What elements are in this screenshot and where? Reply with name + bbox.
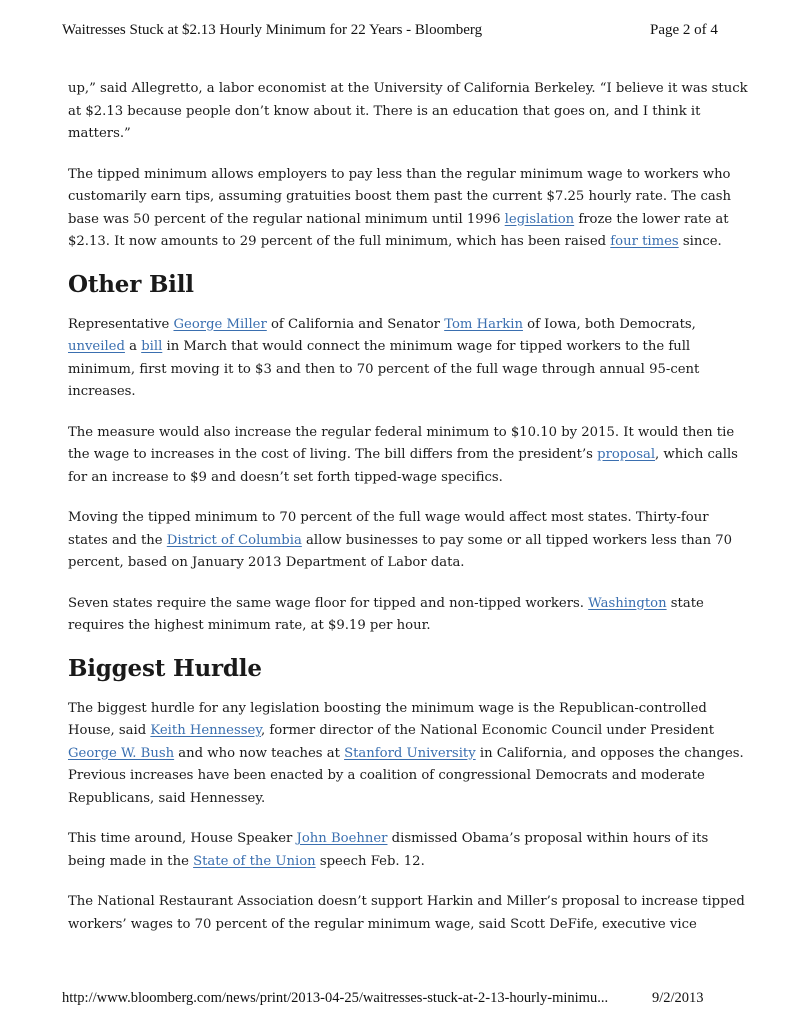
text-segment: the wage to increases in the cost of living. The bill differs from the president’s: [68, 447, 598, 462]
text-line: Previous increases have been enacted by a coalition of congressional Democrats and moderate: [68, 768, 705, 783]
text-segment: Representative: [68, 316, 174, 332]
text-segment: , former director of the National Economic Council under President: [261, 723, 715, 738]
paragraph: [68, 698, 744, 811]
text-segment: $2.13. It now amounts to 29 percent of the full minimum, which has been raised: [68, 234, 611, 249]
text-segment: since.: [678, 234, 722, 249]
page-header-title: Waitresses Stuck at $2.13 Hourly Minimum for 22 Years - Bloomberg: [62, 22, 483, 38]
text-line: [68, 593, 738, 616]
text-segment: , which calls: [655, 447, 738, 462]
text-line: workers’ wages to 70 percent of the regular minimum wage, said Scott DeFife, executive vice: [68, 916, 697, 932]
paragraph: [68, 593, 738, 638]
text-segment: Seven states require the same wage floor for tipped and non-tipped workers.: [68, 595, 589, 611]
section-heading-biggest-hurdle: Biggest Hurdle: [68, 654, 262, 682]
paragraph: [68, 314, 738, 404]
paragraph: [68, 828, 738, 873]
text-line: [68, 720, 738, 743]
text-line: [68, 743, 744, 766]
text-line: [68, 314, 738, 337]
paragraph: [68, 422, 738, 490]
link-four-times[interactable]: four times: [610, 234, 679, 249]
page-number: Page 2 of 4: [650, 22, 718, 38]
text-segment: House, said: [68, 723, 151, 738]
text-line: [68, 828, 738, 851]
article-body: [68, 78, 748, 936]
text-segment: This time around, House Speaker: [68, 831, 297, 846]
text-segment: and who now teaches at: [174, 745, 345, 761]
text-line: [68, 444, 738, 467]
text-line: percent, based on January 2013 Department of Labor data.: [68, 555, 465, 570]
text-line: The National Restaurant Association doesn’t support Harkin and Miller’s proposal to increase tipped: [68, 894, 745, 909]
text-segment: dismissed Obama’s proposal within hours of its: [387, 831, 709, 846]
text-line: matters.”: [68, 126, 131, 141]
footer-date: 9/2/2013: [652, 990, 704, 1006]
text-line: The measure would also increase the regular federal minimum to $10.10 by 2015. It would then tie: [68, 424, 735, 440]
text-segment: states and the: [68, 532, 167, 548]
text-line: Republicans, said Hennessey.: [68, 790, 266, 806]
text-line: customarily earn tips, assuming gratuities boost them past the current $7.25 hourly rate. The cash: [68, 189, 732, 204]
text-line: up,” said Allegretto, a labor economist at the University of California Berkeley. “I believe it was stuck: [68, 81, 748, 96]
link-john-boehner[interactable]: John Boehner: [296, 831, 388, 846]
text-line: at $2.13 because people don’t know about it. There is an education that goes on, and I think it: [68, 103, 701, 119]
text-line: minimum, first moving it to $3 and then to 70 percent of the full wage through annual 95-cent: [68, 361, 700, 377]
text-line: increases.: [68, 384, 136, 399]
text-segment: allow businesses to pay some or all tipped workers less than 70: [301, 532, 733, 548]
link-george-w-bush[interactable]: George W. Bush: [68, 745, 175, 761]
link-unveiled[interactable]: unveiled: [68, 339, 125, 354]
link-stanford-university[interactable]: Stanford University: [344, 745, 476, 761]
text-segment: of California and Senator: [266, 316, 445, 332]
text-line: for an increase to $9 and doesn’t set forth tipped-wage specifics.: [68, 469, 503, 485]
link-bill[interactable]: bill: [141, 339, 163, 354]
text-segment: speech Feb. 12.: [315, 853, 425, 869]
text-segment: of Iowa, both Democrats,: [522, 316, 696, 332]
text-line: [68, 851, 738, 874]
link-legislation[interactable]: legislation: [504, 211, 575, 227]
text-segment: froze the lower rate at: [574, 211, 729, 227]
link-keith-hennessey[interactable]: Keith Hennessey: [150, 723, 262, 738]
link-washington[interactable]: Washington: [588, 595, 667, 611]
link-tom-harkin[interactable]: Tom Harkin: [444, 316, 523, 332]
paragraph: [68, 507, 738, 575]
section-heading-other-bill: Other Bill: [68, 270, 194, 298]
link-state-of-the-union[interactable]: State of the Union: [193, 853, 316, 869]
paragraph: [68, 78, 748, 146]
text-line: The biggest hurdle for any legislation boosting the minimum wage is the Republican-controlled: [68, 700, 707, 716]
paragraph: [68, 891, 745, 936]
footer-url: http://www.bloomberg.com/news/print/2013-04-25/waitresses-stuck-at-2-13-hourly-minimu...: [62, 990, 609, 1006]
text-line: Moving the tipped minimum to 70 percent of the full wage would affect most states. Thirty-four: [68, 510, 709, 525]
paragraph: [68, 164, 738, 254]
text-segment: being made in the: [68, 853, 194, 869]
text-line: [68, 231, 738, 254]
text-segment: state: [666, 595, 704, 611]
text-segment: in California, and opposes the changes.: [475, 745, 744, 761]
link-proposal[interactable]: proposal: [597, 447, 656, 462]
text-segment: a: [124, 339, 142, 354]
text-segment: in March that would connect the minimum wage for tipped workers to the full: [162, 339, 691, 354]
text-line: [68, 530, 738, 553]
link-district-of-columbia[interactable]: District of Columbia: [166, 532, 302, 548]
text-segment: base was 50 percent of the regular national minimum until 1996: [68, 211, 505, 227]
link-george-miller[interactable]: George Miller: [173, 316, 267, 332]
text-line: requires the highest minimum rate, at $9.19 per hour.: [68, 618, 431, 633]
text-line: [68, 336, 738, 359]
text-line: [68, 209, 738, 232]
text-line: The tipped minimum allows employers to pay less than the regular minimum wage to workers who: [68, 166, 731, 182]
